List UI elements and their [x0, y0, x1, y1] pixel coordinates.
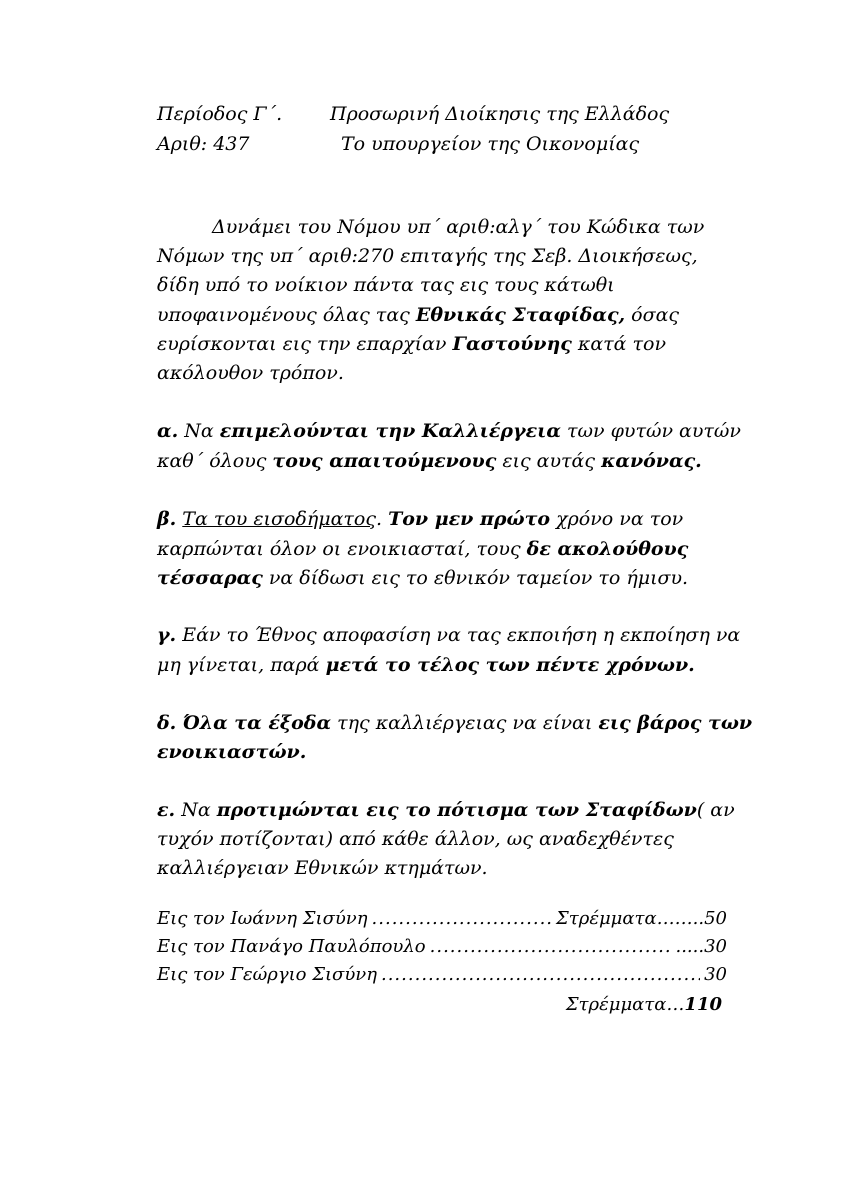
clause-b-line-3: τέσσαρας να δίδωσι εις το εθνικόν ταμείον το ήμισυ. [157, 567, 689, 589]
ledger-row-value: .....30 [675, 936, 727, 957]
clause-c-line-2: μη γίνεται, παρά μετά το τέλος των πέντε χρόνων. [157, 654, 695, 676]
ledger-row-value: 30 [704, 964, 727, 985]
clause-c-line-1: γ. Εάν το Έθνος αποφασίση να τας εκποιήση η εκποίηση να [157, 624, 741, 646]
total-value: 110 [684, 994, 722, 1015]
total-label: Στρέμματα… [565, 994, 685, 1015]
clause-b-line-2: καρπώνται όλον οι ενοικιασταί, τους δε ακολούθους [157, 538, 689, 560]
intro-line-4: υποφαινομένους όλας τας Εθνικάς Σταφίδας, όσας [157, 304, 680, 326]
clause-b-line-1: β. Τα του εισοδήματος. Τον μεν πρώτο χρόνο να τον [157, 508, 684, 530]
clause-e-line-1: ε. Να προτιμώνται εις το πότισμα των Σταφίδων( αν [157, 799, 735, 821]
intro-line-6: ακόλουθον τρόπον. [157, 362, 344, 384]
header-government: Προσωρινή Διοίκησις της Ελλάδος [330, 103, 670, 125]
gastouni-bold: Γαστούνης [452, 333, 572, 355]
ledger-total [400, 994, 722, 1015]
ledger-row-name: Εις τον Ιωάννη Σισύνη [157, 908, 368, 929]
clause-d-line-1: δ. Όλα τα έξοδα της καλλιέργειας να είναι εις βάρος των [157, 712, 753, 734]
leader-dots [430, 934, 672, 960]
clause-a-line-1: α. Να επιμελούνται την Καλλιέργεια των φυτών αυτών [157, 420, 741, 442]
header-number: Αριθ: 437 [157, 133, 250, 155]
intro-line-3: δίδη υπό το νοίκιον πάντα τας εις τους κάτωθι [157, 274, 615, 296]
leader-dots [381, 962, 700, 988]
ledger-row [157, 906, 727, 932]
national-raisins-bold: Εθνικάς Σταφίδας, [415, 304, 626, 326]
clause-e-line-3: καλλιέργειαν Εθνικών κτημάτων. [157, 857, 488, 879]
clause-d-line-2: ενοικιαστών. [157, 741, 307, 763]
clause-e-line-2: τυχόν ποτίζονται) από κάθε άλλον, ως αναδεχθέντες [157, 828, 674, 850]
ledger-row-value: Στρέμματα……..50 [556, 908, 727, 929]
income-underlined: Τα του εισοδήματος [182, 508, 377, 530]
ledger-row [157, 962, 727, 988]
ledger-row-name: Εις τον Γεώργιο Σισύνη [157, 964, 377, 985]
intro-line-5: ευρίσκονται εις την επαρχίαν Γαστούνης κατά τον [157, 333, 667, 355]
leader-dots [372, 906, 553, 932]
header-period: Περίοδος Γ΄. [157, 103, 283, 125]
ledger-row [157, 934, 727, 960]
intro-line-1: Δυνάμει του Νόμου υπ΄ αριθ:αλγ΄ του Κώδικα των [212, 216, 705, 238]
clause-a-line-2: καθ΄ όλους τους απαιτούμενους εις αυτάς κανόνας. [157, 450, 702, 472]
header-ministry: Το υπουργείον της Οικονομίας [341, 133, 640, 155]
intro-line-2: Νόμων της υπ΄ αριθ:270 επιταγής της Σεβ. Διοικήσεως, [157, 245, 698, 267]
ledger-row-name: Εις τον Πανάγο Παυλόπουλο [157, 936, 426, 957]
